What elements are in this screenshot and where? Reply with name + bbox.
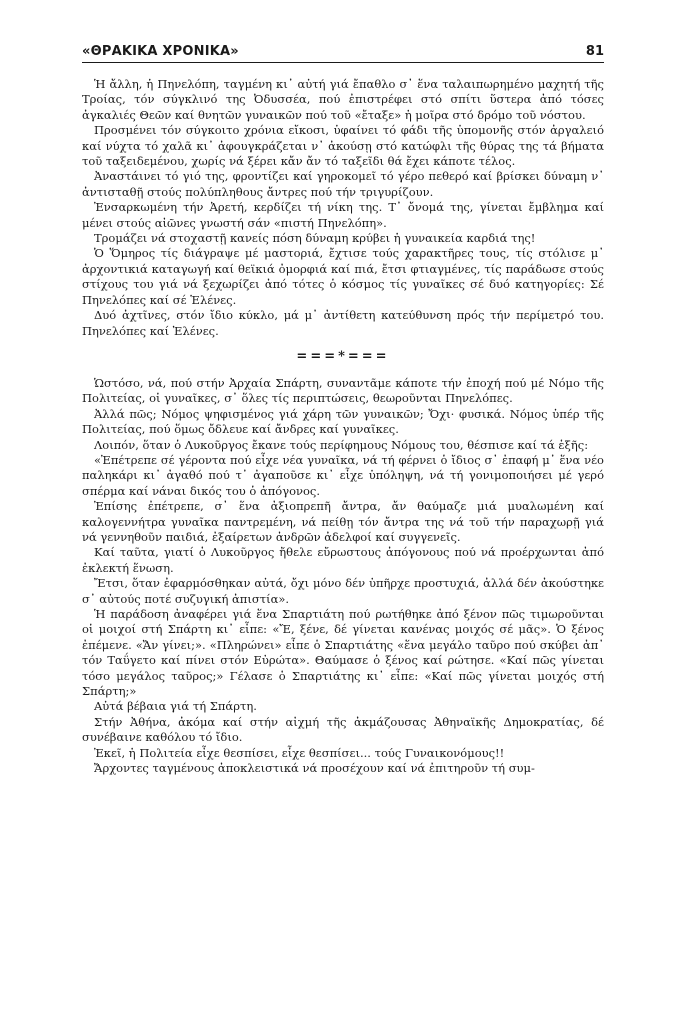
paragraph: «Ἐπέτρεπε σέ γέροντα πού εἶχε νέα γυναῖκα, νά τή φέρνει ὁ ἴδιος σ᾽ ἐπαφή μ᾽ ἕνα νέο παληκάρι κι᾽ ἀγαθό πού τ᾽ ἀγαποῦσε κι᾽ εἶχε ὑπόληψη, νά τή γονιμοποιήσει μέ γερό σπέρμα καί νάναι δικός του ὁ ἀπόγονος.: [82, 452, 604, 498]
paragraph: Ἡ παράδοση ἀναφέρει γιά ἕνα Σπαρτιάτη πού ρωτήθηκε ἀπό ξένον πῶς τιμωροῦνται οἱ μοιχοί στή Σπάρτη κι᾽ εἶπε: «Ἔ, ξένε, δέ γίνεται κανένας μοιχός σέ μᾶς». Ὁ ξένος ἐπέμενε. «Ἄν γίνει;». «Πληρώνει» εἶπε ὁ Σπαρτιάτης «ἕνα μεγάλο ταῦρο πού σκύβει ἀπ᾽ τόν Ταΰγετο καί πίνει στόν Εὐρώτα». Θαύμασε ὁ ξένος καί ρώτησε. «Καί πῶς γίνεται τόσο μεγάλος ταῦρος;» Γέλασε ὁ Σπαρτιάτης κι᾽ εἶπε: «Καί πῶς γίνεται μοιχός στή Σπάρτη;»: [82, 607, 604, 699]
paragraph: Ἐπίσης ἐπέτρεπε, σ᾽ ἕνα ἀξιοπρεπῆ ἄντρα, ἄν θαύμαζε μιά μυαλωμένη καί καλογεννήτρα γυναῖκα παντρεμένη, νά πείθῃ τόν ἄντρα της νά τοῦ τήν παραχωρῇ γιά νά γεννηθοῦν παιδιά, ἐξαίρετων ἀνδρῶν ἀδελφοί καί συγγενεῖς.: [82, 499, 604, 544]
paragraph: Προσμένει τόν σύγκοιτο χρόνια εἴκοσι, ὑφαίνει τό φάδι τῆς ὑπομονῆς στόν ἀργαλειό καί νύχτα τό χαλᾶ κι᾽ ἀφουγκράζεται ν᾽ ἀκούσῃ στό κατώφλι τῆς θύρας της τά βήματα τοῦ ταξειδεμένου, χωρίς νά ξέρει κἄν ἄν τό ταξεῖδι θά ἔχει κάποτε τέλος.: [82, 123, 604, 169]
section-separator: ===*===: [296, 348, 390, 364]
page-number: 81: [585, 44, 604, 59]
paragraph: Αὐτά βέβαια γιά τή Σπάρτη.: [94, 699, 257, 714]
paragraph: Ἀλλά πῶς; Νόμος ψηφισμένος γιά χάρη τῶν γυναικῶν; Ὄχι· φυσικά. Νόμος ὑπέρ τῆς Πολιτείας, πού ὅμως ὄδλευε καί ἄνδρες καί γυναῖκες.: [82, 406, 604, 437]
paragraph: Ἔτσι, ὅταν ἐφαρμόσθηκαν αὐτά, ὄχι μόνο δέν ὑπῆρχε προστυχιά, ἀλλά δέν ἀκούστηκε σ᾽ αὐτούς ποτέ συζυγική ἀπιστία».: [82, 576, 604, 606]
paragraph: Ἐνσαρκωμένη τήν Ἀρετή, κερδίζει τή νίκη της. Τ᾽ ὄνομά της, γίνεται ἔμβλημα καί μένει στούς αἰῶνες γνωστή σάν «πιστή Πηνελόπη».: [82, 200, 604, 230]
paragraph: Ἀναστάινει τό γιό της, φροντίζει καί γηροκομεῖ τό γέρο πεθερό καί βρίσκει δύναμη ν᾽ ἀντισταθῇ στούς πολύπληθους ἄντρες πού τήν τριγυρίζουν.: [82, 169, 604, 199]
running-head: [82, 44, 604, 63]
paragraph: Ὁ Ὅμηρος τίς διάγραψε μέ μαστοριά, ἔχτισε τούς χαρακτῆρες τους, τίς στόλισε μ᾽ ἀρχοντικιά καταγωγή καί θεϊκιά ὀμορφιά καί πιά, ἔτσι φτιαγμένες, τίς παράδωσε στούς στίχους του γιά νά ξεχωρίζει ἀπό τότες ὁ κόσμος τίς γυναῖκες σέ δυό κατηγορίες: Σέ Πηνελόπες καί σέ Ἑλένες.: [82, 246, 604, 307]
body-text: [82, 77, 604, 776]
journal-title: «ΘΡΑΚΙΚΑ ΧΡΟΝΙΚΑ»: [82, 44, 239, 59]
paragraph: Λοιπόν, ὅταν ὁ Λυκοῦργος ἔκανε τούς περίφημους Νόμους του, θέσπισε καί τά ἑξῆς:: [94, 437, 589, 452]
paragraph: Καί ταῦτα, γιατί ὁ Λυκοῦργος ἤθελε εὔρωστους ἀπόγονους πού νά προέρχωνται ἀπό ἐκλεκτή ἕνωση.: [82, 545, 604, 575]
paragraph: Ἡ ἄλλη, ἡ Πηνελόπη, ταγμένη κι᾽ αὐτή γιά ἔπαθλο σ᾽ ἕνα ταλαιπωρημένο μαχητή τῆς Τροίας, τόν σύγκλινό της Ὀδυσσέα, πού ἐπιστρέφει στό σπίτι ὕστερα ἀπό τόσες ἀγκαλιές Θεῶν καί θνητῶν γυναικῶν πού τοῦ «ἔταξε» ἡ μοῖρα στό δρόμο τοῦ νόστου.: [82, 77, 604, 122]
paragraph: Τρομάζει νά στοχαστῇ κανείς πόση δύναμη κρύβει ἡ γυναικεία καρδιά της!: [94, 231, 536, 246]
paragraph: Ἐκεῖ, ἡ Πολιτεία εἶχε θεσπίσει, εἶχε θεσπίσει... τούς Γυναικονόμους!!: [94, 745, 505, 760]
paragraph: Ὡστόσο, νά, πού στήν Ἀρχαία Σπάρτη, συναντᾶμε κάποτε τήν ἐποχή πού μέ Νόμο τῆς Πολιτείας, οἱ γυναῖκες, σ᾽ ὅλες τίς περιπτώσεις, θεωροῦνται Πηνελόπες.: [82, 375, 604, 406]
paragraph: Στήν Ἀθήνα, ἀκόμα καί στήν αἰχμή τῆς ἀκμάζουσας Ἀθηναϊκῆς Δημοκρατίας, δέ συνέβαινε καθόλου τό ἴδιο.: [82, 714, 604, 745]
paragraph: Ἄρχοντες ταγμένους ἀποκλειστικά νά προσέχουν καί νά ἐπιτηροῦν τή συμ-: [94, 761, 535, 776]
paragraph: Δυό ἀχτῖνες, στόν ἴδιο κύκλο, μά μ᾽ ἀντίθετη κατεύθυνση πρός τήν περίμετρό του. Πηνελόπες καί Ἑλένες.: [82, 308, 604, 338]
